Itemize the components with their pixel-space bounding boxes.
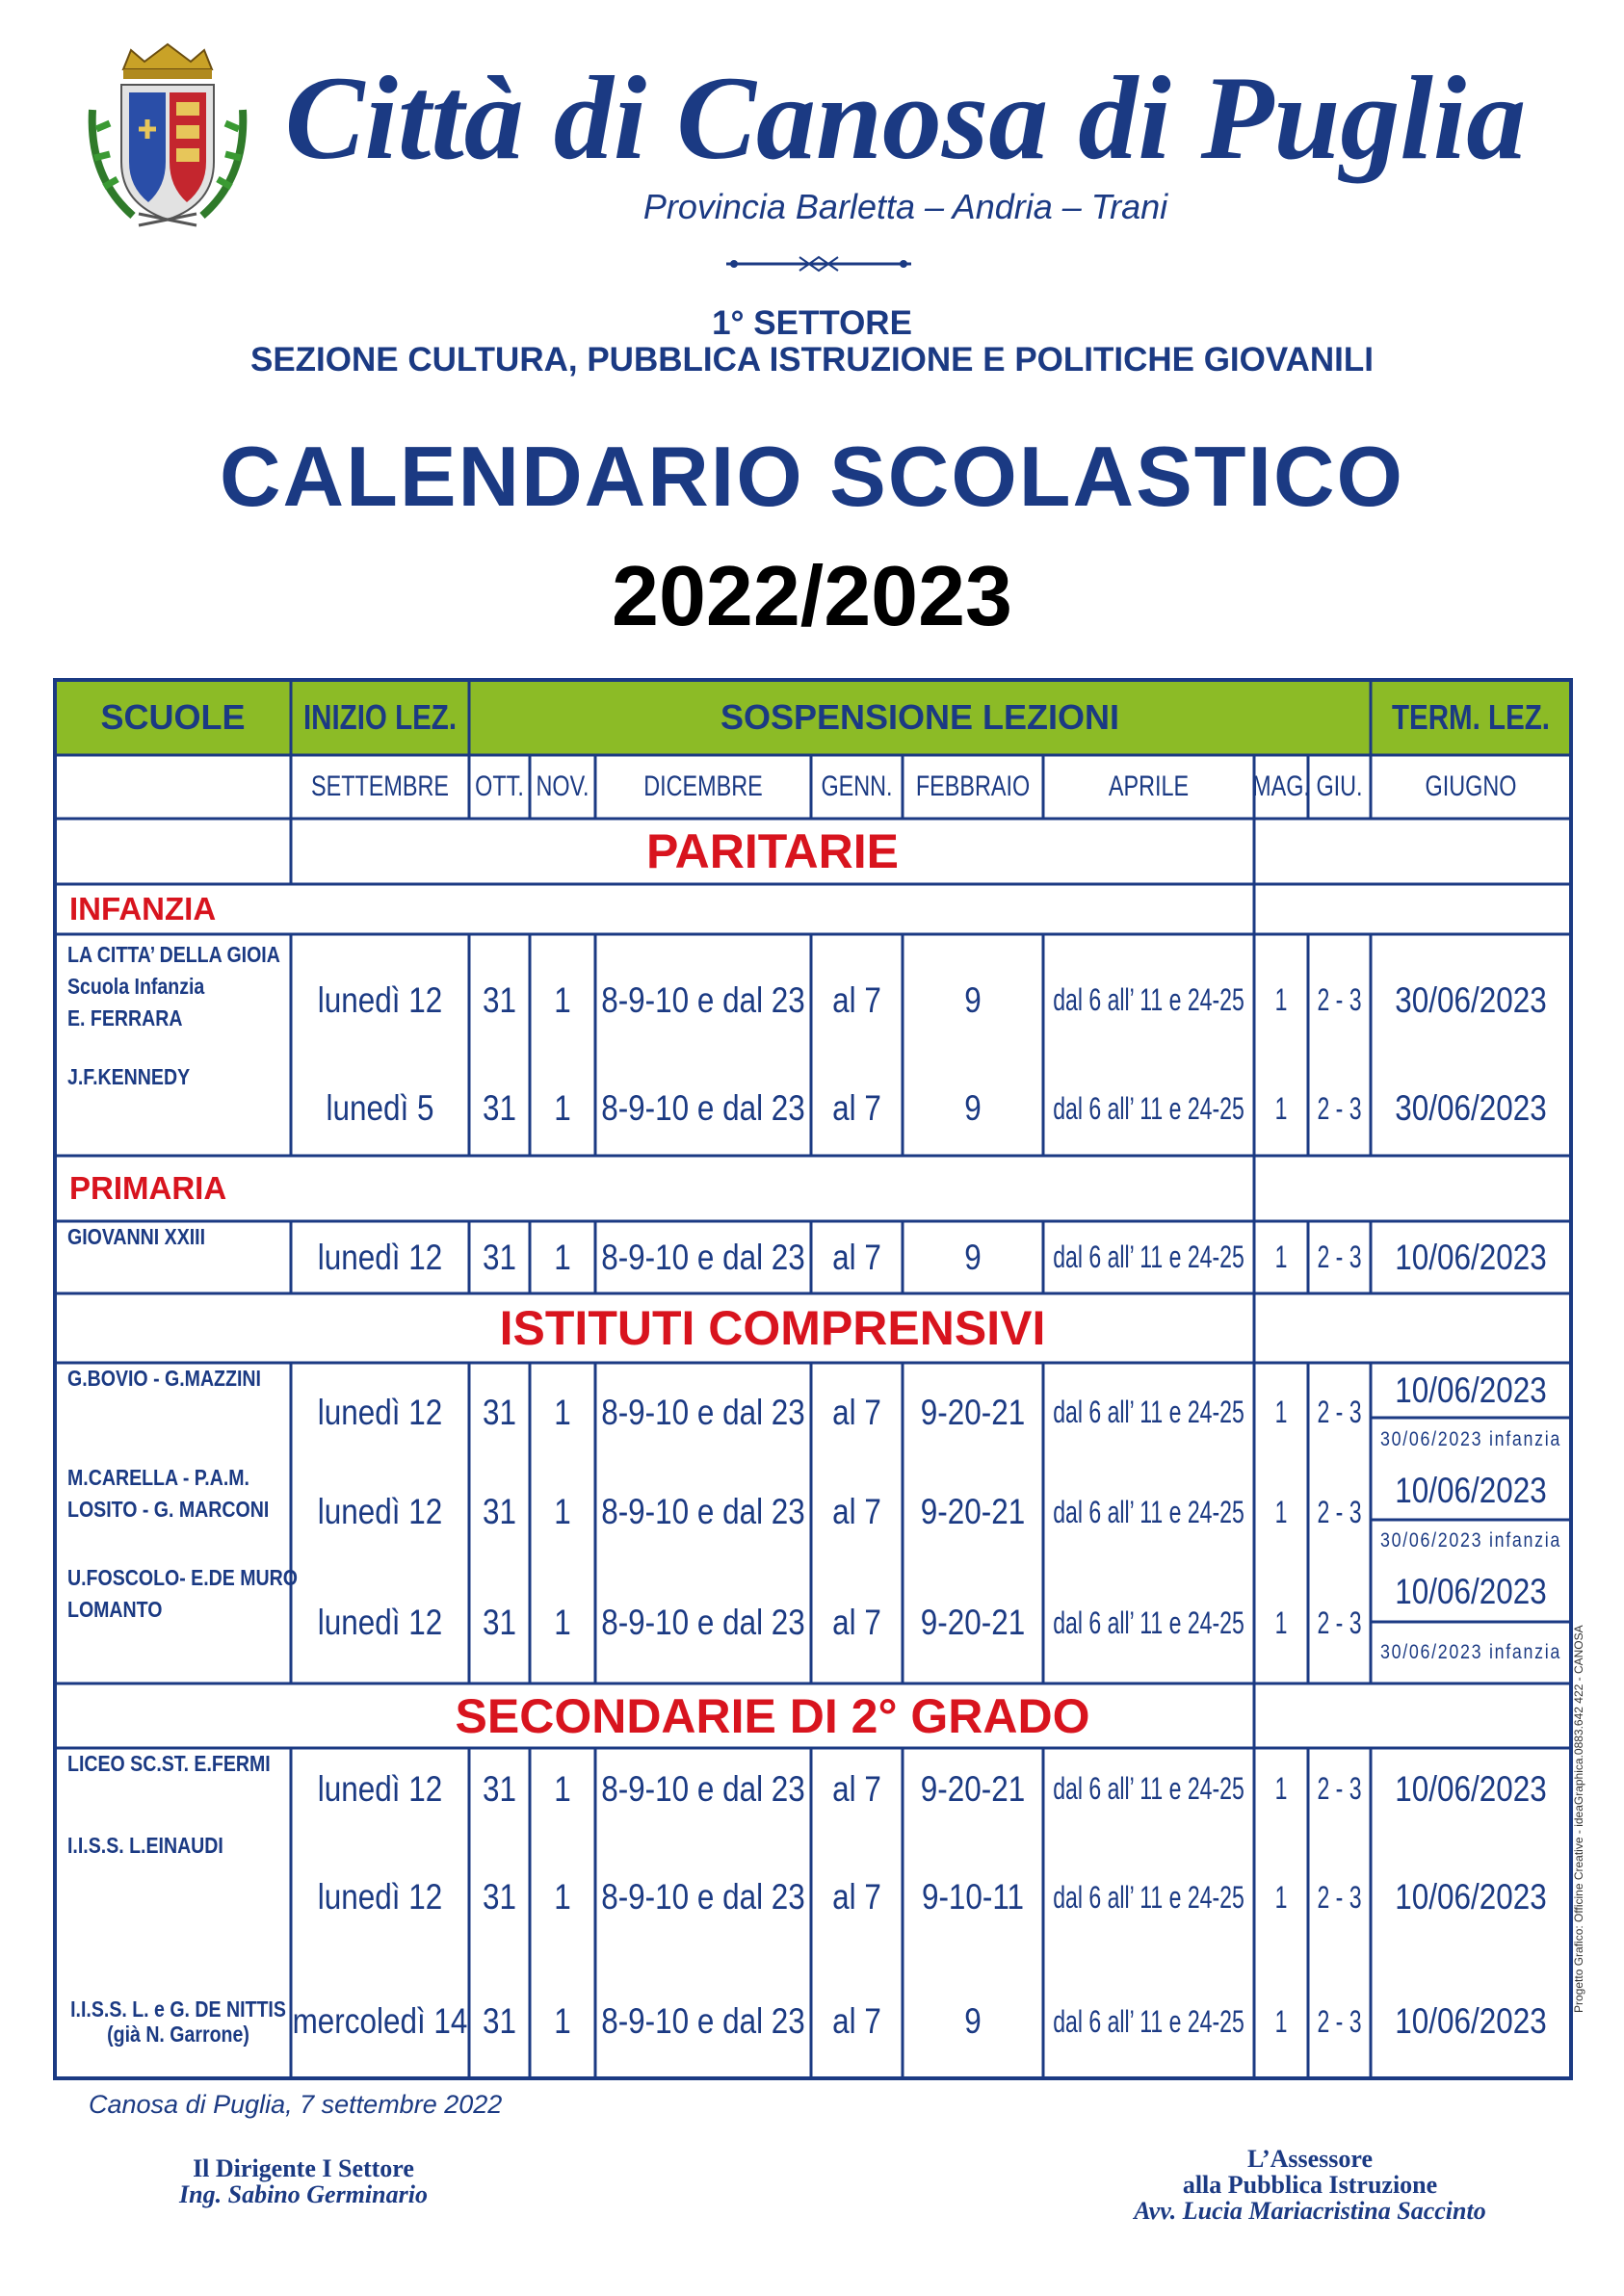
month-settembre: SETTEMBRE — [310, 770, 450, 802]
cell-end-infanzia: 30/06/2023 infanzia — [1379, 1641, 1562, 1663]
month-aprile: APRILE — [1108, 770, 1190, 802]
school-year: 2022/2023 — [612, 548, 1012, 643]
school-name-line: (già N. Garrone) — [107, 2022, 249, 2047]
cell-end: 10/06/2023 — [1395, 2001, 1547, 2041]
cell-feb: 9 — [964, 1237, 982, 1277]
cell-gen: al 7 — [832, 1603, 881, 1642]
cell-ott: 31 — [483, 1877, 516, 1917]
province-subtitle: Provincia Barletta – Andria – Trani — [642, 187, 1168, 226]
school-name-line: Scuola Infanzia — [67, 974, 205, 999]
cell-giu: 2 - 3 — [1317, 1395, 1362, 1429]
month-gennaio: GENN. — [821, 770, 893, 802]
cell-apr: dal 6 all’ 11 e 24-25 — [1053, 1090, 1244, 1126]
cell-apr: dal 6 all’ 11 e 24-25 — [1053, 1605, 1244, 1640]
cell-mag: 1 — [1274, 1605, 1288, 1640]
cell-end: 10/06/2023 — [1395, 1768, 1547, 1809]
cell-dic: 8-9-10 e dal 23 — [601, 1603, 805, 1642]
cell-end: 30/06/2023 — [1395, 1088, 1547, 1128]
cell-giu: 2 - 3 — [1317, 1771, 1362, 1806]
school-name-line: M.CARELLA - P.A.M. — [67, 1465, 249, 1490]
cell-nov: 1 — [554, 1768, 571, 1809]
cell-dic: 8-9-10 e dal 23 — [601, 979, 805, 1020]
cell-giu: 2 - 3 — [1317, 1879, 1362, 1915]
cell-giu: 2 - 3 — [1317, 982, 1362, 1017]
cell-mag: 1 — [1274, 982, 1288, 1017]
cell-gen: al 7 — [832, 979, 881, 1020]
cell-ott: 31 — [483, 1768, 516, 1809]
month-maggio: MAG. — [1252, 770, 1310, 802]
cell-start: mercoledì 14 — [292, 2001, 468, 2041]
cell-start: lunedì 12 — [317, 1492, 443, 1531]
cell-feb: 9-20-21 — [920, 1603, 1026, 1642]
section-secondarie: SECONDARIE DI 2° GRADO — [455, 1688, 1090, 1743]
cell-start: lunedì 12 — [317, 1768, 443, 1809]
right-signature-name: Avv. Lucia Mariacristina Saccinto — [1134, 2197, 1486, 2225]
cell-dic: 8-9-10 e dal 23 — [601, 1392, 805, 1432]
cell-feb: 9-20-21 — [920, 1768, 1026, 1809]
cell-gen: al 7 — [832, 1392, 881, 1432]
cell-nov: 1 — [554, 1392, 571, 1432]
header-end: TERM. LEZ. — [1392, 697, 1550, 737]
right-signature-role: L’Assessore — [1246, 2145, 1373, 2173]
cell-ott: 31 — [483, 1492, 516, 1531]
cell-ott: 31 — [483, 1088, 516, 1128]
cell-end-infanzia: 30/06/2023 infanzia — [1379, 1428, 1562, 1450]
cell-start: lunedì 12 — [317, 1877, 443, 1917]
cell-apr: dal 6 all’ 11 e 24-25 — [1053, 1494, 1244, 1529]
school-name-line: I.I.S.S. L.EINAUDI — [67, 1833, 223, 1858]
calendar-title: CALENDARIO SCOLASTICO — [220, 429, 1404, 524]
cell-nov: 1 — [554, 1603, 571, 1642]
school-name — [67, 1061, 256, 1156]
cell-gen: al 7 — [832, 1768, 881, 1809]
month-febbraio: FEBBRAIO — [915, 770, 1031, 802]
cell-feb: 9 — [964, 2001, 982, 2041]
section-label: SEZIONE CULTURA, PUBBLICA ISTRUZIONE E POLITICHE GIOVANILI — [249, 341, 1375, 378]
cell-feb: 9-10-11 — [921, 1877, 1025, 1917]
cell-ott: 31 — [483, 1392, 516, 1432]
cell-start: lunedì 12 — [317, 1603, 443, 1642]
school-name-line: LOSITO - G. MARCONI — [67, 1497, 270, 1522]
month-ottobre: OTT. — [475, 770, 524, 802]
school-name — [70, 1965, 286, 2078]
school-name-line: LICEO SC.ST. E.FERMI — [67, 1751, 271, 1776]
cell-dic: 8-9-10 e dal 23 — [601, 2001, 805, 2041]
cell-ott: 31 — [483, 1237, 516, 1277]
left-signature-role: Il Dirigente I Settore — [193, 2154, 414, 2182]
cell-mag: 1 — [1274, 1879, 1288, 1915]
cell-end: 10/06/2023 — [1395, 1572, 1547, 1611]
cell-ott: 31 — [483, 1603, 516, 1642]
cell-giu: 2 - 3 — [1317, 1090, 1362, 1126]
cell-giu: 2 - 3 — [1317, 1239, 1362, 1274]
school-name — [67, 1562, 298, 1683]
cell-feb: 9 — [964, 979, 982, 1020]
cell-apr: dal 6 all’ 11 e 24-25 — [1053, 1239, 1244, 1274]
cell-apr: dal 6 all’ 11 e 24-25 — [1053, 982, 1244, 1017]
cell-gen: al 7 — [832, 1088, 881, 1128]
school-name-line: U.FOSCOLO- E.DE MURO — [67, 1565, 298, 1590]
cell-ott: 31 — [483, 979, 516, 1020]
cell-nov: 1 — [554, 1088, 571, 1128]
header-suspension: SOSPENSIONE LEZIONI — [720, 697, 1120, 737]
school-name — [67, 1363, 261, 1462]
school-name — [67, 1462, 270, 1562]
sector-label: 1° SETTORE — [712, 304, 912, 342]
school-name-line: G.BOVIO - G.MAZZINI — [67, 1366, 261, 1391]
cell-feb: 9 — [964, 1088, 982, 1128]
cell-dic: 8-9-10 e dal 23 — [601, 1492, 805, 1531]
school-name — [67, 1748, 271, 1830]
cell-nov: 1 — [554, 1492, 571, 1531]
month-giugno-short: GIU. — [1316, 770, 1363, 802]
cell-mag: 1 — [1274, 1771, 1288, 1806]
cell-giu: 2 - 3 — [1317, 1605, 1362, 1640]
section-istituti-comprensivi: ISTITUTI COMPRENSIVI — [499, 1301, 1046, 1355]
cell-gen: al 7 — [832, 1492, 881, 1531]
school-name-line: LA CITTA’ DELLA GIOIA — [67, 942, 280, 967]
right-signature-dept: alla Pubblica Istruzione — [1182, 2171, 1438, 2199]
cell-apr: dal 6 all’ 11 e 24-25 — [1053, 1879, 1244, 1915]
left-signature — [144, 2155, 462, 2207]
cell-ott: 31 — [483, 2001, 516, 2041]
school-name-line: J.F.KENNEDY — [67, 1064, 191, 1089]
header-start: INIZIO LEZ. — [302, 697, 458, 737]
cell-mag: 1 — [1274, 1395, 1288, 1429]
cell-mag: 1 — [1274, 1239, 1288, 1274]
section-paritarie: PARITARIE — [645, 824, 900, 878]
month-novembre: NOV. — [536, 770, 589, 802]
place-date: Canosa di Puglia, 7 settembre 2022 — [89, 2090, 503, 2119]
cell-dic: 8-9-10 e dal 23 — [601, 1768, 805, 1809]
cell-apr: dal 6 all’ 11 e 24-25 — [1053, 2003, 1244, 2039]
category-infanzia: INFANZIA — [69, 891, 217, 926]
cell-end: 10/06/2023 — [1395, 1471, 1547, 1510]
school-name — [67, 1221, 256, 1293]
cell-gen: al 7 — [832, 1877, 881, 1917]
cell-start: lunedì 12 — [317, 1237, 443, 1277]
cell-dic: 8-9-10 e dal 23 — [601, 1237, 805, 1277]
cell-end: 10/06/2023 — [1395, 1370, 1547, 1410]
cell-dic: 8-9-10 e dal 23 — [601, 1088, 805, 1128]
cell-dic: 8-9-10 e dal 23 — [601, 1877, 805, 1917]
cell-gen: al 7 — [832, 2001, 881, 2041]
cell-nov: 1 — [554, 979, 571, 1020]
cell-end: 10/06/2023 — [1395, 1877, 1547, 1917]
graphic-credit: Progetto Grafico: Officine Creative - ideaGraphica.0883.642 422 - CANOSA — [1572, 1625, 1585, 2013]
cell-nov: 1 — [554, 1237, 571, 1277]
cell-start: lunedì 12 — [317, 1392, 443, 1432]
cell-mag: 1 — [1274, 1494, 1288, 1529]
cell-mag: 1 — [1274, 2003, 1288, 2039]
cell-feb: 9-20-21 — [920, 1392, 1026, 1432]
cell-nov: 1 — [554, 2001, 571, 2041]
right-signature — [1108, 2146, 1512, 2224]
cell-end-infanzia: 30/06/2023 infanzia — [1379, 1529, 1562, 1552]
cell-giu: 2 - 3 — [1317, 1494, 1362, 1529]
cell-feb: 9-20-21 — [920, 1492, 1026, 1531]
school-name — [67, 1830, 256, 1965]
cell-apr: dal 6 all’ 11 e 24-25 — [1053, 1771, 1244, 1806]
header-schools: SCUOLE — [100, 697, 246, 737]
cell-end: 30/06/2023 — [1395, 979, 1547, 1020]
left-signature-name: Ing. Sabino Germinario — [179, 2180, 428, 2208]
school-name-line: LOMANTO — [67, 1597, 163, 1622]
cell-start: lunedì 5 — [326, 1088, 434, 1128]
cell-apr: dal 6 all’ 11 e 24-25 — [1053, 1395, 1244, 1429]
cell-mag: 1 — [1274, 1090, 1288, 1126]
school-name-line: GIOVANNI XXIII — [67, 1224, 206, 1249]
month-giugno: GIUGNO — [1425, 770, 1517, 802]
cell-nov: 1 — [554, 1877, 571, 1917]
school-name-line: I.I.S.S. L. e G. DE NITTIS — [70, 1996, 286, 2022]
cell-start: lunedì 12 — [317, 979, 443, 1020]
school-name-line: E. FERRARA — [67, 1005, 183, 1031]
cell-gen: al 7 — [832, 1237, 881, 1277]
month-dicembre: DICEMBRE — [643, 770, 763, 802]
school-name — [67, 939, 280, 1061]
city-title: Città di Canosa di Puglia — [284, 52, 1527, 184]
category-primaria: PRIMARIA — [69, 1170, 227, 1206]
cell-end: 10/06/2023 — [1395, 1237, 1547, 1277]
cell-giu: 2 - 3 — [1317, 2003, 1362, 2039]
